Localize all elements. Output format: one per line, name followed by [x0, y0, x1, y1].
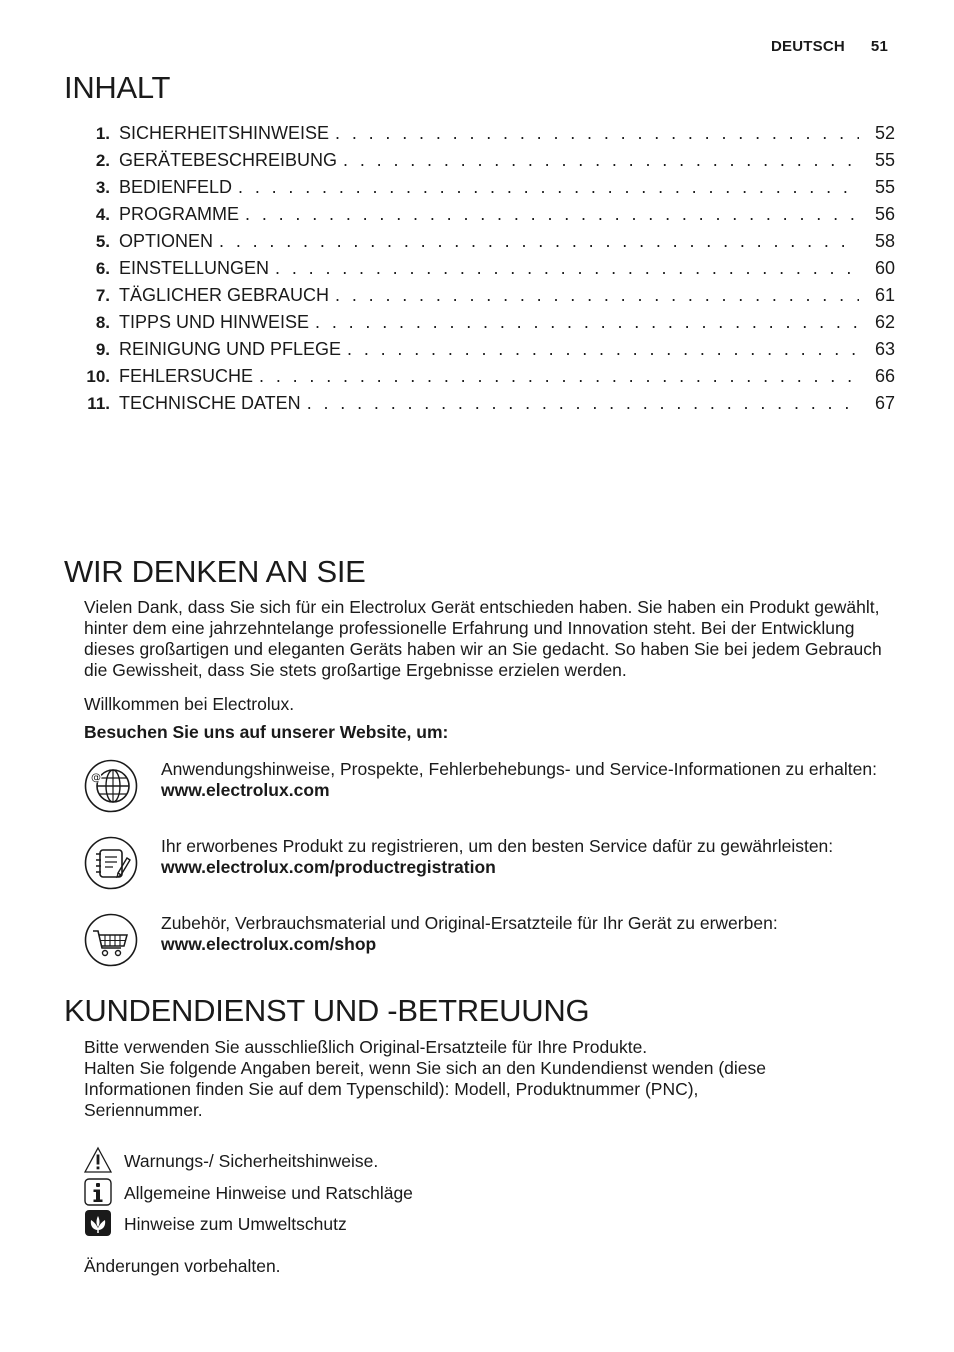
toc-entry-page: 61	[874, 285, 895, 305]
visit-heading: Besuchen Sie uns auf unserer Website, um:	[84, 722, 449, 742]
toc-heading: INHALT	[64, 70, 171, 105]
toc-dot-leader	[238, 177, 859, 198]
toc-entry-number: 2.	[95, 151, 110, 170]
web-item-description: Zubehör, Verbrauchsmaterial und Original-Ersatzteile für Ihr Gerät zu erwerben:	[161, 913, 778, 933]
symbol-label: Warnungs-/ Sicherheitshinweise.	[124, 1151, 379, 1171]
toc-entry-title: SICHERHEITSHINWEISE	[119, 123, 330, 143]
toc-entry-number: 11.	[87, 394, 110, 413]
shopping-cart-icon	[84, 913, 138, 967]
symbol-label: Hinweise zum Umweltschutz	[124, 1214, 347, 1234]
toc-entry-page: 56	[874, 204, 895, 224]
toc-entry-page: 60	[874, 258, 895, 278]
toc-dot-leader	[275, 258, 859, 279]
service-paragraph	[84, 1037, 884, 1121]
web-item-description: Ihr erworbenes Produkt zu registrieren, um den besten Service dafür zu gewährleisten:	[161, 836, 834, 856]
toc-entry-title: TECHNISCHE DATEN	[119, 393, 301, 413]
toc-dot-leader	[219, 231, 859, 252]
toc-entry[interactable]	[80, 258, 895, 285]
toc-entry-title: TÄGLICHER GEBRAUCH	[119, 285, 330, 305]
toc-entry-page: 66	[874, 366, 895, 386]
toc-entry[interactable]	[80, 204, 895, 231]
website-link[interactable]: www.electrolux.com/productregistration	[161, 857, 496, 877]
toc-entry-page: 63	[874, 339, 895, 359]
service-line-info: Halten Sie folgende Angaben bereit, wenn Sie sich an den Kundendienst wenden (diese Informationen finden Sie auf dem Typenschild): Modell, Produktnummer (PNC), Seriennummer.	[84, 1058, 767, 1120]
toc-entry[interactable]	[80, 123, 895, 150]
globe-at-icon	[84, 759, 138, 813]
toc-dot-leader	[343, 150, 859, 171]
web-item-support	[84, 759, 894, 817]
service-heading: KUNDENDIENST UND -BETREUUNG	[64, 993, 590, 1028]
toc-entry[interactable]	[80, 312, 895, 339]
toc-dot-leader	[347, 339, 859, 360]
header-page-number: 51	[870, 38, 888, 55]
toc-entry-title: FEHLERSUCHE	[119, 366, 254, 386]
toc-dot-leader	[259, 366, 859, 387]
toc-entry-title: OPTIONEN	[119, 231, 214, 251]
intro-heading: WIR DENKEN AN SIE	[64, 554, 366, 589]
toc-entry-title: TIPPS UND HINWEISE	[119, 312, 310, 332]
web-item-text-block	[161, 913, 891, 955]
toc-entry[interactable]	[80, 177, 895, 204]
toc-entry-number: 5.	[95, 232, 110, 251]
toc-entry-number: 1.	[95, 124, 110, 143]
toc-entry-number: 3.	[95, 178, 110, 197]
toc-entry-page: 52	[874, 123, 895, 143]
web-item-shop	[84, 913, 894, 971]
toc-entry[interactable]	[80, 150, 895, 177]
toc-entry-number: 10.	[86, 367, 110, 386]
registration-form-icon	[84, 836, 138, 890]
toc-dot-leader	[307, 393, 859, 414]
intro-paragraph: Vielen Dank, dass Sie sich für ein Electrolux Gerät entschieden haben. Sie haben ein Produkt gewählt, hinter dem eine jahrzehntelange professionelle Erfahrung und Innovation steht. Bei der Entwicklung dieses großartigen und eleganten Geräts haben wir an Sie gedacht. So haben Sie bei jedem Gebrauch die Gewissheit, dass Sie stets großartige Ergebnisse erzielen werden.	[84, 597, 882, 680]
toc-entry[interactable]	[80, 393, 895, 420]
toc-entry-page: 67	[874, 393, 895, 413]
website-link[interactable]: www.electrolux.com	[161, 780, 330, 800]
page-header	[771, 38, 888, 55]
toc-entry-number: 6.	[95, 259, 110, 278]
toc-entry-title: PROGRAMME	[119, 204, 240, 224]
toc-entry[interactable]	[80, 285, 895, 312]
symbol-label: Allgemeine Hinweise und Ratschläge	[124, 1183, 413, 1203]
toc-dot-leader	[335, 123, 859, 144]
toc-entry-title: BEDIENFELD	[119, 177, 233, 197]
toc-entry-title: GERÄTEBESCHREIBUNG	[119, 150, 338, 170]
web-item-registration	[84, 836, 894, 894]
toc-dot-leader	[335, 285, 859, 306]
toc-entry-title: REINIGUNG UND PFLEGE	[119, 339, 342, 359]
toc-entry-page: 55	[874, 150, 895, 170]
environment-leaf-icon	[84, 1209, 112, 1237]
toc-entry-title: EINSTELLUNGEN	[119, 258, 270, 278]
toc-entry-number: 8.	[95, 313, 110, 332]
svg-text:@: @	[91, 772, 101, 784]
table-of-contents	[80, 123, 895, 420]
welcome-text: Willkommen bei Electrolux.	[84, 694, 295, 714]
web-item-description: Anwendungshinweise, Prospekte, Fehlerbehebungs- und Service-Informationen zu erhalten:	[161, 759, 877, 779]
info-icon	[84, 1178, 112, 1206]
toc-entry-number: 4.	[95, 205, 110, 224]
service-line-parts: Bitte verwenden Sie ausschließlich Original-Ersatzteile für Ihre Produkte.	[84, 1037, 648, 1057]
toc-entry[interactable]	[80, 339, 895, 366]
header-language: DEUTSCH	[771, 38, 845, 55]
toc-entry-number: 9.	[95, 340, 110, 359]
toc-entry-number: 7.	[95, 286, 110, 305]
toc-dot-leader	[315, 312, 859, 333]
web-item-text-block	[161, 759, 891, 801]
website-link[interactable]: www.electrolux.com/shop	[161, 934, 377, 954]
toc-entry[interactable]	[80, 231, 895, 258]
warning-triangle-icon	[84, 1146, 112, 1174]
toc-entry[interactable]	[80, 366, 895, 393]
toc-entry-page: 55	[874, 177, 895, 197]
toc-entry-page: 58	[874, 231, 895, 251]
toc-entry-page: 62	[874, 312, 895, 332]
toc-dot-leader	[245, 204, 859, 225]
footer-note: Änderungen vorbehalten.	[84, 1256, 281, 1276]
web-item-text-block	[161, 836, 891, 878]
